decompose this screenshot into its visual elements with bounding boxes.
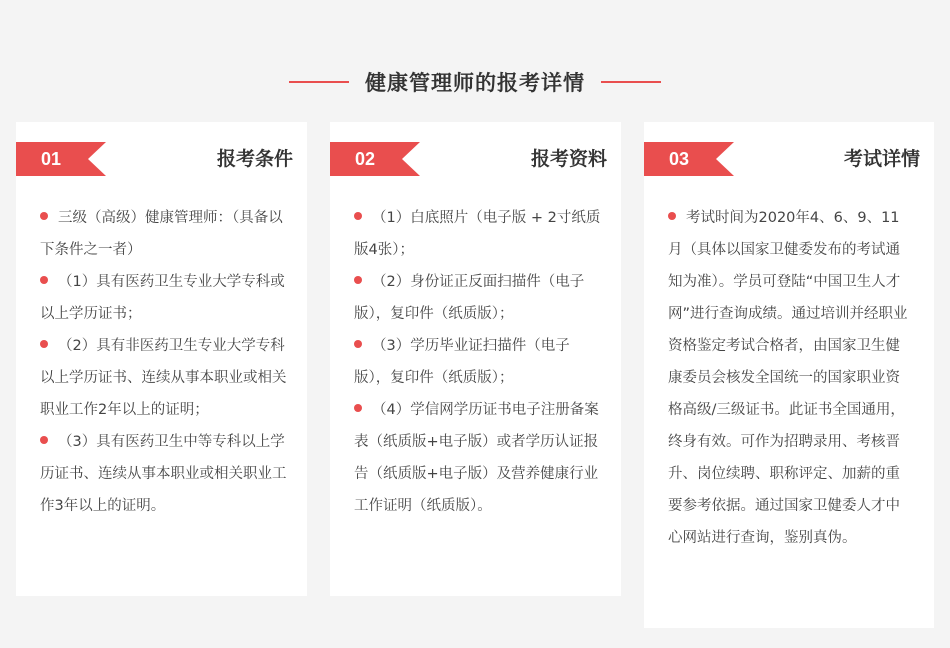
badge-number: 03 [668,149,690,169]
list-item [354,266,601,330]
card-heading: 考试详情 [843,148,920,170]
card-heading: 报考条件 [216,148,293,170]
bullet-icon [668,212,676,220]
list-item [354,202,601,266]
list-item-text: 考试时间为2020年4、6、9、11月（具体以国家卫健委发布的考试通知为准）。学员可登陆“中国卫生人才网”进行查询成绩。通过培训并经职业资格鉴定考试合格者，由国家卫生健康委员会核发全国统一的国家职业资格高级/三级证书。此证书全国通用，终身有效。可作为招聘录用、考核晋升、岗位续聘、职称评定、加薪的重要参考依据。通过国家卫健委人才中心网站进行查询，鉴别真伪。 [668,210,908,546]
list-item-text: 三级（高级）健康管理师：（具备以下条件之一者） [40,210,283,258]
number-badge [644,142,734,176]
list-item [40,330,287,426]
card-requirements [16,122,307,596]
bullet-icon [40,340,48,348]
number-badge [330,142,420,176]
list-item-text: （1）具有医药卫生专业大学专科或以上学历证书； [40,274,285,322]
card-body [354,202,601,522]
list-item [40,202,287,266]
card-exam-details [644,122,934,628]
bullet-icon [354,276,362,284]
card-header [644,142,934,176]
bullet-icon [40,436,48,444]
title-right-line [601,81,661,83]
card-body [40,202,287,522]
card-header [16,142,307,176]
bullet-icon [354,340,362,348]
badge-number: 02 [354,149,376,169]
section-header [0,62,950,102]
card-heading: 报考资料 [530,148,607,170]
badge-number: 01 [40,149,62,169]
card-header [330,142,621,176]
page-title: 健康管理师的报考详情 [365,71,585,95]
list-item-text: （1）白底照片（电子版 + 2寸纸质版4张）； [354,210,601,258]
list-item-text: （2）身份证正反面扫描件（电子版），复印件（纸质版）； [354,274,585,322]
list-item-text: （4）学信网学历证书电子注册备案表（纸质版+电子版）或者学历认证报告（纸质版+电子版）及营养健康行业工作证明（纸质版）。 [354,402,599,514]
list-item [354,394,601,522]
number-badge [16,142,106,176]
bullet-icon [354,404,362,412]
list-item-text: （3）学历毕业证扫描件（电子版），复印件（纸质版）； [354,338,570,386]
list-item-text: （3）具有医药卫生中等专科以上学历证书、连续从事本职业或相关职业工作3年以上的证明。 [40,434,287,514]
list-item [40,426,287,522]
title-left-line [289,81,349,83]
list-item [40,266,287,330]
list-item-text: （2）具有非医药卫生专业大学专科以上学历证书、连续从事本职业或相关职业工作2年以上的证明； [40,338,287,418]
bullet-icon [40,212,48,220]
card-documents [330,122,621,596]
list-item [668,202,914,554]
list-item [354,330,601,394]
card-body [668,202,914,554]
bullet-icon [40,276,48,284]
bullet-icon [354,212,362,220]
